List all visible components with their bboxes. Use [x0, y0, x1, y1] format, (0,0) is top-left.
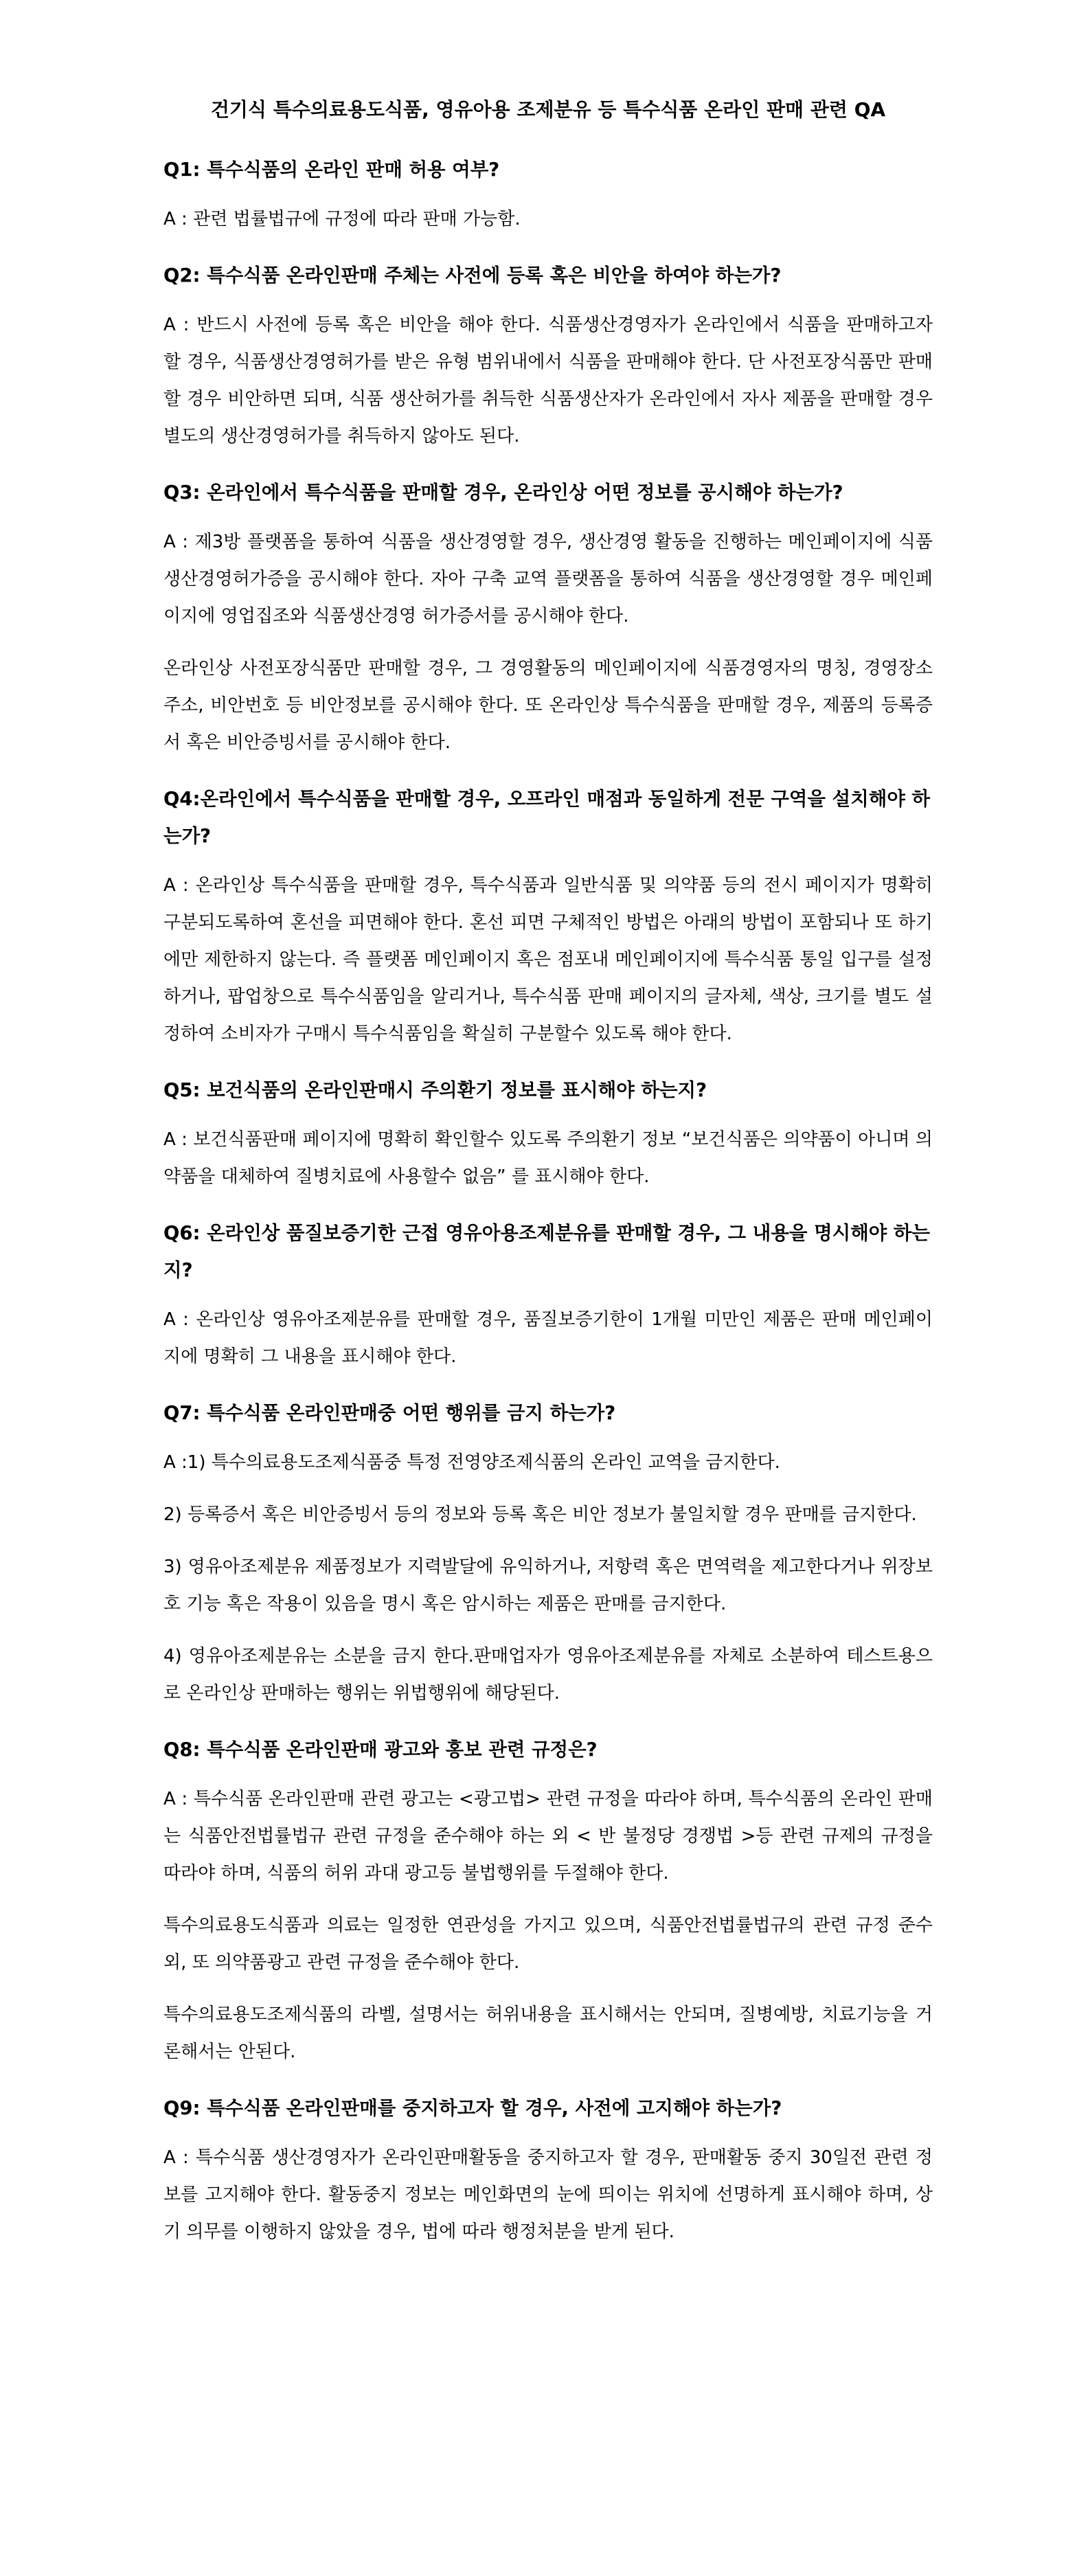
- question-heading: Q1: 특수식품의 온라인 판매 허용 여부?: [163, 159, 500, 181]
- answer-paragraph: A : 특수식품 온라인판매 관련 광고는 <광고법> 관련 규정을 따라야 하며, 특수식품의 온라인 판매는 식품안전법률법규 관련 규정을 준수해야 하는 외 < 반 불정당 경쟁법 >등 관련 규제의 규정을 따라야 하며, 식품의 허위 과대 광고등 불법행위를 두절해야 한다.: [163, 1789, 933, 1884]
- qa-item-8: [163, 1731, 933, 2070]
- question-heading: Q3: 온라인에서 특수식품을 판매할 경우, 온라인상 어떤 정보를 공시해야 하는가?: [163, 482, 843, 504]
- answer-paragraph: A : 관련 법률법규에 규정에 따라 판매 가능함.: [163, 209, 521, 229]
- question-heading: Q7: 특수식품 온라인판매중 어떤 행위를 금지 하는가?: [163, 1402, 616, 1424]
- question-heading: Q2: 특수식품 온라인판매 주체는 사전에 등록 혹은 비안을 하여야 하는가?: [163, 264, 782, 286]
- document-body: [163, 96, 933, 2270]
- answer-paragraph: A : 온라인상 영유아조제분유를 판매할 경우, 품질보증기한이 1개월 미만인 제품은 판매 메인페이지에 명확히 그 내용을 표시해야 한다.: [163, 1309, 933, 1367]
- question-heading: Q6: 온라인상 품질보증기한 근접 영유아용조제분유를 판매할 경우, 그 내용을 명시해야 하는지?: [163, 1222, 931, 1281]
- qa-item-7: [163, 1394, 933, 1712]
- qa-item-1: [163, 151, 933, 238]
- qa-item-6: [163, 1214, 933, 1375]
- qa-item-9: [163, 2090, 933, 2250]
- qa-item-2: [163, 257, 933, 455]
- qa-item-5: [163, 1072, 933, 1195]
- answer-paragraph: 특수의료용도조제식품의 라벨, 설명서는 허위내용을 표시해서는 안되며, 질병예방, 치료기능을 거론해서는 안된다.: [163, 2004, 933, 2062]
- question-heading: Q5: 보건식품의 온라인판매시 주의환기 정보를 표시해야 하는지?: [163, 1079, 707, 1101]
- answer-paragraph: 2) 등록증서 혹은 비안증빙서 등의 정보와 등록 혹은 비안 정보가 불일치할 경우 판매를 금지한다.: [163, 1504, 917, 1525]
- question-heading: Q9: 특수식품 온라인판매를 중지하고자 할 경우, 사전에 고지해야 하는가?: [163, 2097, 782, 2119]
- answer-paragraph: 4) 영유아조제분유는 소분을 금지 한다.판매업자가 영유아조제분유를 자체로 소분하여 테스트용으로 온라인상 판매하는 행위는 위법행위에 해당된다.: [163, 1646, 933, 1704]
- answer-paragraph: A : 반드시 사전에 등록 혹은 비안을 해야 한다. 식품생산경영자가 온라인에서 식품을 판매하고자 할 경우, 식품생산경영허가를 받은 유형 범위내에서 식품을 판매해야 한다. 단 사전포장식품만 판매할 경우 비안하면 되며, 식품 생산허가를 취득한 식품생산자가 온라인에서 자사 제품을 판매할 경우 별도의 생산경영허가를 취득하지 않아도 된다.: [163, 315, 933, 447]
- answer-paragraph: 3) 영유아조제분유 제품정보가 지력발달에 유익하거나, 저항력 혹은 면역력을 제고한다거나 위장보호 기능 혹은 작용이 있음을 명시 혹은 암시하는 제품은 판매를 금지한다.: [163, 1557, 933, 1614]
- qa-item-3: [163, 474, 933, 761]
- answer-paragraph: A : 특수식품 생산경영자가 온라인판매활동을 중지하고자 할 경우, 판매활동 중지 30일전 관련 정보를 고지해야 한다. 활동중지 정보는 메인화면의 눈에 띄이는 위치에 선명하게 표시해야 하며, 상기 의무를 이행하지 않았을 경우, 법에 따라 행정처분을 받게 된다.: [163, 2147, 933, 2242]
- qa-item-4: [163, 780, 933, 1052]
- document-title: 건기식 특수의료용도식품, 영유아용 조제분유 등 특수식품 온라인 판매 관련 QA: [210, 98, 886, 121]
- answer-paragraph: A : 온라인상 특수식품을 판매할 경우, 특수식품과 일반식품 및 의약품 등의 전시 페이지가 명확히 구분되도록하여 혼선을 피면해야 한다. 혼선 피면 구체적인 방법은 아래의 방법이 포함되나 또 하기에만 제한하지 않는다. 즉 플랫폼 메인페이지 혹은 점포내 메인페이지에 특수식품 통일 입구를 설정하거나, 팝업창으로 특수식품임을 알리거나, 특수식품 판매 페이지의 글자체, 색상, 크기를 별도 설정하여 소비자가 구매시 특수식품임을 확실히 구분할수 있도록 해야 한다.: [163, 875, 933, 1044]
- qa-list: [163, 151, 933, 2250]
- answer-paragraph: 특수의료용도식품과 의료는 일정한 연관성을 가지고 있으며, 식품안전법률법규의 관련 규정 준수 외, 또 의약품광고 관련 규정을 준수해야 한다.: [163, 1915, 933, 1973]
- answer-paragraph: 온라인상 사전포장식품만 판매할 경우, 그 경영활동의 메인페이지에 식품경영자의 명칭, 경영장소 주소, 비안번호 등 비안정보를 공시해야 한다. 또 온라인상 특수식품을 판매할 경우, 제품의 등록증서 혹은 비안증빙서를 공시해야 한다.: [163, 658, 933, 753]
- answer-paragraph: A :1) 특수의료용도조제식품중 특정 전영양조제식품의 온라인 교역을 금지한다.: [163, 1452, 780, 1473]
- question-heading: Q4:온라인에서 특수식품을 판매할 경우, 오프라인 매점과 동일하게 전문 구역을 설치해야 하는가?: [163, 788, 931, 847]
- question-heading: Q8: 특수식품 온라인판매 광고와 홍보 관련 규정은?: [163, 1739, 598, 1761]
- answer-paragraph: A : 제3방 플랫폼을 통하여 식품을 생산경영할 경우, 생산경영 활동을 진행하는 메인페이지에 식품생산경영허가증을 공시해야 한다. 자아 구축 교역 플랫폼을 통하여 식품을 생산경영할 경우 메인페이지에 영업집조와 식품생산경영 허가증서를 공시해야 한다.: [163, 532, 933, 626]
- answer-paragraph: A : 보건식품판매 페이지에 명확히 확인할수 있도록 주의환기 정보 “보건식품은 의약품이 아니며 의약품을 대체하여 질병치료에 사용할수 없음” 를 표시해야 한다.: [163, 1129, 933, 1187]
